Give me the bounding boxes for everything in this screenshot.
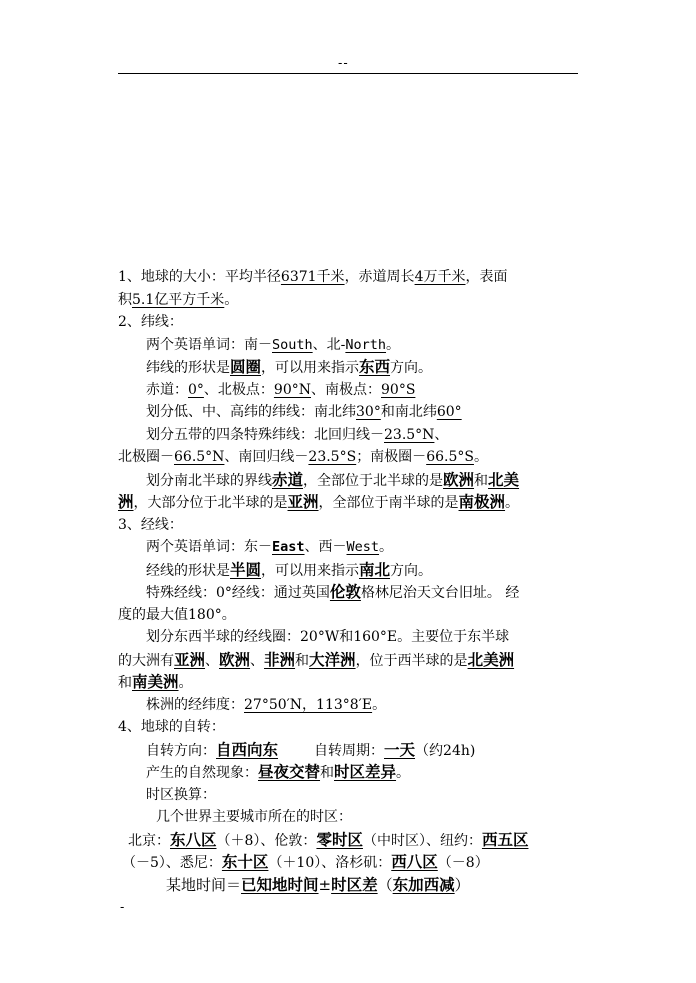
line-rotation-phenomena: 产生的自然现象：昼夜交替和时区差异。 (146, 762, 411, 781)
line-longitude-words: 两个英语单词：东－East、西－West。 (146, 539, 394, 555)
line-longitude-shape: 经线的形状是半圆，可以用来指示南北方向。 (146, 559, 433, 579)
line-prime-meridian: 特殊经线：0°经线：通过英国伦敦格林尼治天文台旧址。 经 (146, 582, 520, 601)
section-title-latitude: 2、纬线： (118, 314, 183, 330)
line-max-longitude: 度的最大值180°。 (118, 606, 236, 623)
line-equator-poles: 赤道：0°、北极点：90°N、南极点：90°S (146, 381, 416, 398)
line-earth-area: 积5.1亿平方千米。 (118, 291, 239, 308)
line-special-latitudes: 划分五带的四条特殊纬线：北回归线－23.5°N、 (146, 426, 449, 443)
line-time-formula: 某地时间＝已知地时间±时区差（东加西减） (166, 874, 470, 894)
line-latitude-words: 两个英语单词：南－South、北-North。 (146, 336, 401, 353)
line-earth-size: 1、地球的大小：平均半径6371千米，赤道周长4万千米，表面 (118, 269, 508, 285)
line-hemisphere-boundary: 划分南北半球的界线赤道，全部位于北半球的是欧洲和北美 (146, 469, 520, 489)
line-western-continents: 和南美洲。 (118, 672, 193, 691)
line-latitude-zones: 划分低、中、高纬的纬线：南北纬30°和南北纬60° (146, 404, 462, 420)
line-eastern-continents: 的大洲有亚洲、欧洲、非洲和大洋洲，位于西半球的是北美洲 (118, 649, 515, 669)
page-header: -- (338, 55, 349, 70)
line-zhuzhou-coordinates: 株洲的经纬度：27°50′N，113°8′E。 (146, 696, 387, 713)
line-latitude-shape: 纬线的形状是圆圈，可以用来指示东西方向。 (146, 357, 433, 376)
line-rotation-direction: 自转方向：自西向东 自转周期：一天（约24h) (146, 739, 476, 759)
section-title-longitude: 3、经线： (118, 516, 183, 533)
line-city-timezones-2: （－5）、悉尼：东十区（＋10）、洛杉矶：西八区（－8） (122, 852, 489, 871)
page-footer: - (120, 899, 125, 914)
line-special-latitudes-cont: 北极圈－66.5°N、南回归线－23.5°S；南极圈－66.5°S。 (118, 449, 488, 465)
line-hemisphere-meridians: 划分东西半球的经线圈：20°W和160°E。主要位于东半球 (146, 629, 510, 645)
line-city-timezones-1: 北京：东八区（＋8）、伦敦：零时区（中时区）、纽约：西五区 (128, 829, 529, 849)
line-hemisphere-boundary-cont: 洲，大部分位于北半球的是亚洲，全部位于南半球的是南极洲。 (118, 492, 520, 511)
document-body (118, 266, 580, 896)
header-rule (118, 73, 578, 74)
line-time-conversion: 时区换算： (146, 786, 216, 803)
section-title-rotation: 4、地球的自转： (118, 719, 225, 735)
line-city-timezones-title: 几个世界主要城市所在的时区： (156, 809, 352, 825)
